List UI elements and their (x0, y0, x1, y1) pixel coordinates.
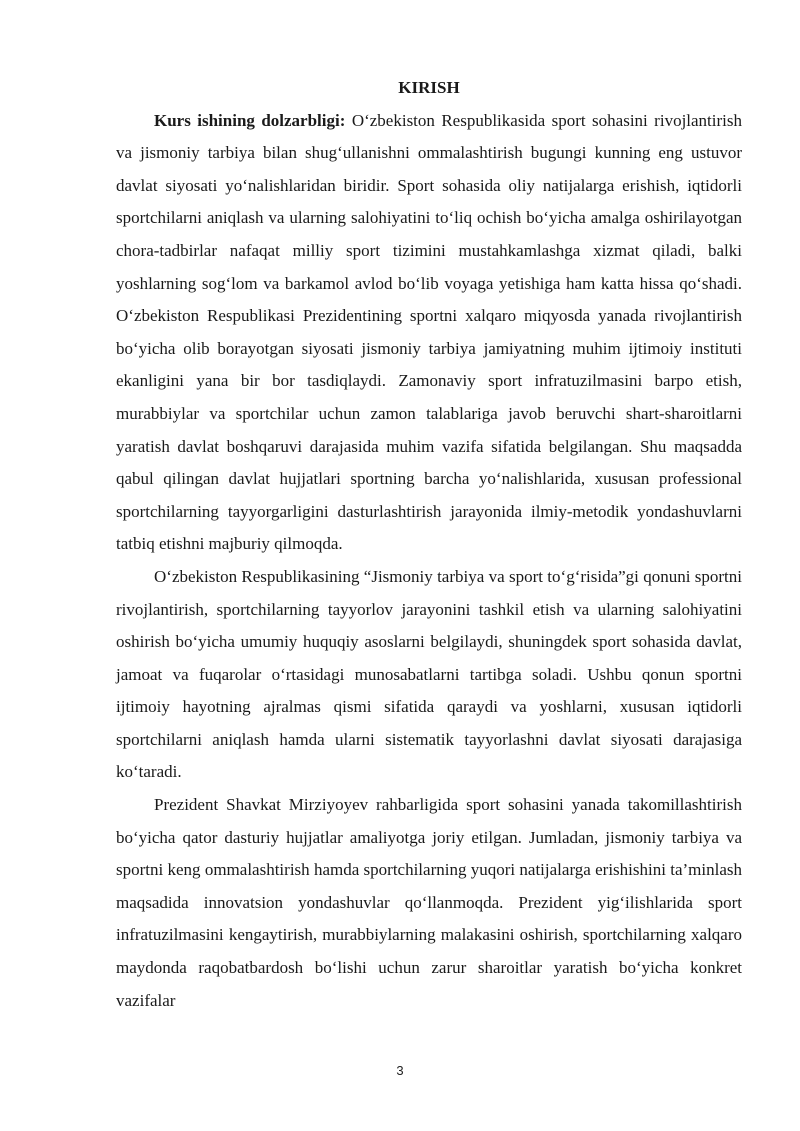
page-number: 3 (396, 1063, 404, 1078)
relevance-text: O‘zbekiston Respublikasida sport sohasini rivojlantirish va jismoniy tarbiya bilan shug‘ullanishni ommalashtirish bugungi kunning eng ustuvor davlat siyosati yo‘nalishlaridan biridir. Sport sohasida oliy natijalarga erishish, iqtidorli sportchilarni aniqlash va ularning salohiyatini to‘liq ochish bo‘yicha amalga oshirilayotgan chora-tadbirlar nafaqat milliy sport tizimini mustahkamlashga xizmat qiladi, balki yoshlarning sog‘lom va barkamol avlod bo‘lib voyaga yetishiga ham katta hissa qo‘shadi. O‘zbekiston Respublikasi Prezidentining sportni xalqaro miqyosda yanada rivojlantirish bo‘yicha olib borayotgan siyosati jismoniy tarbiya jamiyatning muhim ijtimoiy instituti ekanligini yana bir bor tasdiqlaydi. Zamonaviy sport infratuzilmasini barpo etish, murabbiylar va sportchilar uchun zamon talablariga javob beruvchi shart-sharoitlarni yaratish davlat boshqaruvi darajasida muhim vazifa sifatida belgilangan. Shu maqsadda qabul qilingan davlat hujjatlari sportning barcha yo‘nalishlarida, xususan professional sportchilarning tayyorgarligini dasturlashtirish jarayonida ilmiy-metodik yondashuvlarni tatbiq etishni majburiy qilmoqda. (116, 110, 743, 554)
document-page (116, 72, 742, 1017)
relevance-lead: Kurs ishining dolzarbligi: (154, 110, 346, 130)
paragraph-relevance (116, 105, 742, 561)
paragraph-law: O‘zbekiston Respublikasining “Jismoniy tarbiya va sport to‘g‘risida”gi qonuni sportni rivojlantirish, sportchilarning tayyorlov jarayonini tashkil etish va ularning salohiyatini oshirish bo‘yicha umumiy huquqiy asoslarni belgilaydi, shuningdek sport sohasida davlat, jamoat va fuqarolar o‘rtasidagi munosabatlarni tartibga soladi. Ushbu qonun sportni ijtimoiy hayotning ajralmas qismi sifatida qaraydi va yoshlarni, xususan iqtidorli sportchilarni aniqlash hamda ularni sistematik tayyorlashni davlat siyosati darajasiga ko‘taradi. (116, 566, 742, 782)
paragraph-president: Prezident Shavkat Mirziyoyev rahbarligida sport sohasini yanada takomillashtirish bo‘yicha qator dasturiy hujjatlar amaliyotga joriy etilgan. Jumladan, jismoniy tarbiya va sportni keng ommalashtirish hamda sportchilarning yuqori natijalarga erishishini ta’minlash maqsadida innovatsion yondashuvlar qo‘llanmoqda. Prezident yig‘ilishlarida sport infratuzilmasini kengaytirish, murabbiylarning malakasini oshirish, sportchilarning xalqaro maydonda raqobatbardosh bo‘lishi uchun zarur sharoitlar yaratish bo‘yicha konkret vazifalar (116, 795, 742, 1010)
section-heading: KIRISH (398, 78, 460, 97)
